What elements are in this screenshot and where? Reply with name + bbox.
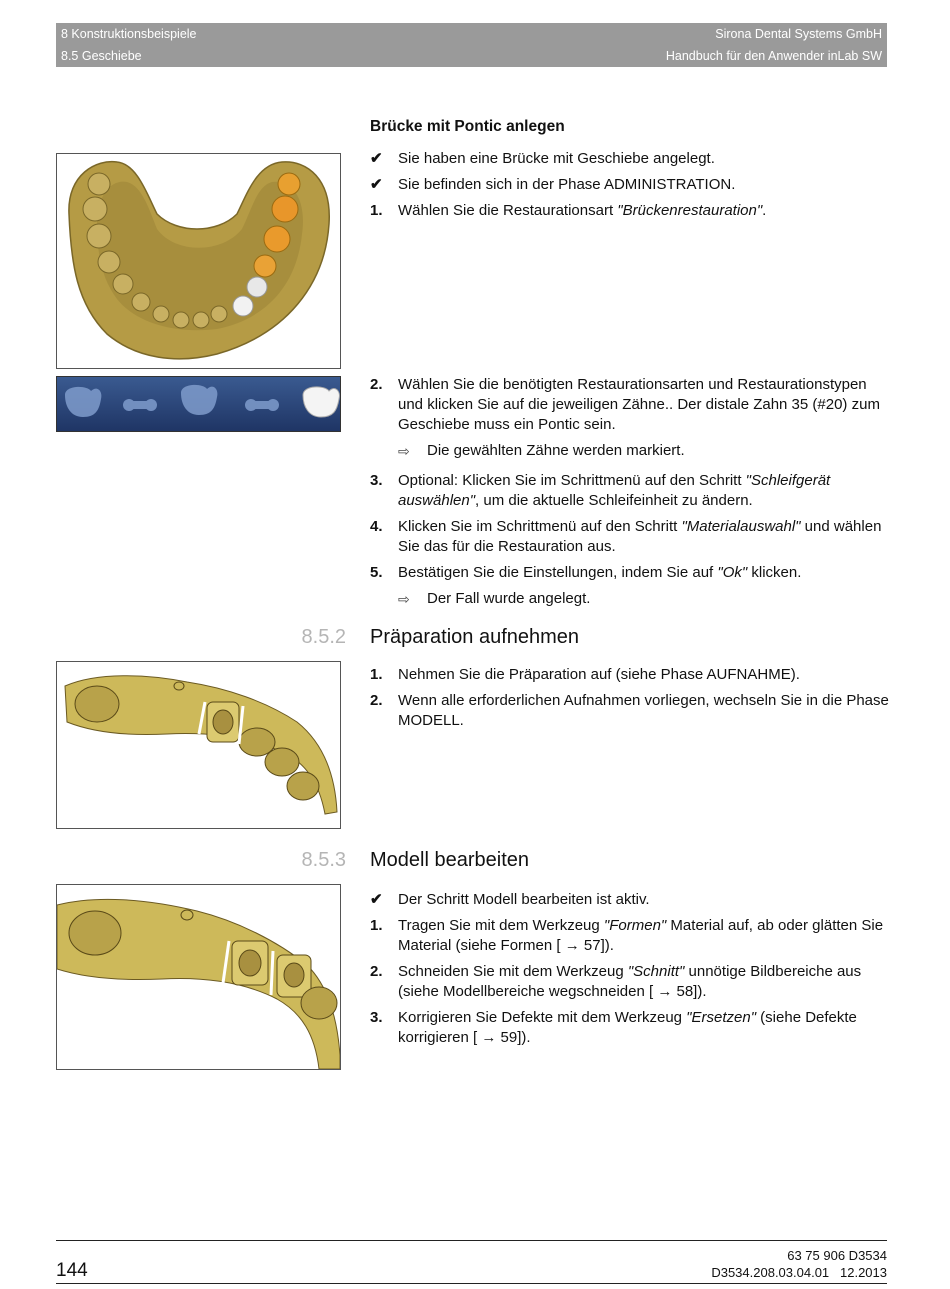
section-title: Präparation aufnehmen (370, 626, 580, 648)
jaw-model-figure (56, 153, 341, 369)
subsection-title: Brücke mit Pontic anlegen (370, 118, 565, 135)
step-item: 5. Bestätigen Sie die Einstellungen, indem Sie auf "Ok" klicken. (370, 564, 802, 581)
step-item: 1. Tragen Sie mit dem Werkzeug "Formen" Material auf, ab oder glätten Sie Material (siehe Formen [ → 57]). (370, 917, 884, 954)
preparation-scan-figure (56, 661, 341, 829)
footer-doc-number: 63 75 906 D3534 (787, 1248, 887, 1263)
check-icon: ✔ (370, 176, 383, 193)
step-item: 1. Wählen Sie die Restaurationsart "Brückenrestauration". (370, 202, 767, 219)
header-company: Sirona Dental Systems GmbH (715, 27, 882, 41)
check-icon: ✔ (370, 891, 383, 908)
header-section: 8.5 Geschiebe (61, 49, 142, 63)
footer-rule-top (56, 1240, 887, 1241)
step-item: 3. Korrigieren Sie Defekte mit dem Werkzeug "Ersetzen" (siehe Defekte korrigieren [ → 59]). (370, 1009, 857, 1046)
step-item: 3. Optional: Klicken Sie im Schrittmenü auf den Schritt "Schleifgerät auswählen", um die aktuelle Schleifeinheit zu ändern. (370, 472, 831, 509)
header-chapter: 8 Konstruktionsbeispiele (61, 27, 197, 41)
result-arrow-icon: ⇨ (398, 591, 410, 607)
page-number: 144 (56, 1260, 88, 1281)
footer-rule-bottom (56, 1283, 887, 1284)
page-header (56, 23, 887, 67)
section-number: 8.5.2 (301, 626, 346, 648)
step-item: 4. Klicken Sie im Schrittmenü auf den Schritt "Materialauswahl" und wählen Sie das für die Restauration aus. (370, 518, 882, 555)
footer-doc-version: D3534.208.03.04.01 12.2013 (711, 1265, 887, 1280)
step-item: 2. Wählen Sie die benötigten Restaurationsarten und Restaurationstypen und klicken Sie auf die jeweiligen Zähne.. Der distale Zahn 35 (#20) zum Geschiebe muss ein Pontic sein. (370, 376, 880, 433)
step-item: 1. Nehmen Sie die Präparation auf (siehe Phase AUFNAHME). (370, 666, 800, 683)
result-arrow-icon: ⇨ (398, 443, 410, 459)
prerequisite-item: ✔ Sie befinden sich in der Phase ADMINISTRATION. (370, 176, 736, 193)
prerequisite-item: ✔ Der Schritt Modell bearbeiten ist aktiv. (370, 891, 650, 908)
step-item: 2. Schneiden Sie mit dem Werkzeug "Schnitt" unnötige Bildbereiche aus (siehe Modellbereiche wegschneiden [ → 58]). (370, 963, 862, 1000)
header-manual: Handbuch für den Anwender inLab SW (665, 49, 882, 63)
section-title: Modell bearbeiten (370, 849, 529, 871)
model-edit-figure (56, 884, 341, 1070)
prerequisite-item: ✔ Sie haben eine Brücke mit Geschiebe angelegt. (370, 150, 715, 167)
check-icon: ✔ (370, 150, 383, 167)
restoration-toolbar-figure (56, 376, 341, 432)
step-result: ⇨ Der Fall wurde angelegt. (398, 590, 591, 607)
footer-date: 12.2013 (840, 1265, 887, 1280)
step-result: ⇨ Die gewählten Zähne werden markiert. (398, 442, 685, 459)
step-item: 2. Wenn alle erforderlichen Aufnahmen vorliegen, wechseln Sie in die Phase MODELL. (370, 692, 889, 729)
section-number: 8.5.3 (301, 849, 346, 871)
